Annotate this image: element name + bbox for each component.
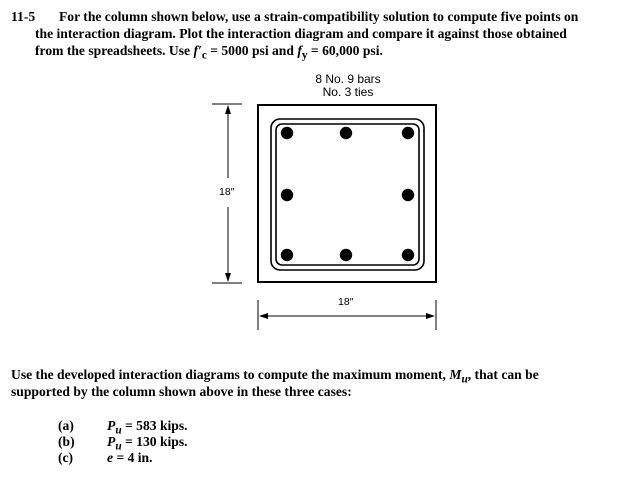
- case-sub: u: [115, 440, 122, 453]
- fy-subscript: y: [301, 49, 308, 62]
- fc-value: = 5000 psi and: [206, 43, 298, 58]
- case-label-c: (c): [58, 450, 74, 465]
- case-var: e: [107, 450, 114, 465]
- rebar: [281, 189, 293, 201]
- case-value: = 583 kips.: [121, 418, 188, 433]
- arrowhead-left-icon: [259, 313, 268, 319]
- question-text-pre: Use the developed interaction diagrams to compute the maximum moment,: [11, 367, 450, 382]
- rebar-group: [281, 127, 414, 261]
- case-var: P: [107, 418, 116, 433]
- arrowhead-down-icon: [225, 273, 231, 282]
- rebar: [402, 189, 414, 201]
- fc-subscript: c: [201, 49, 207, 62]
- case-value: = 130 kips.: [121, 434, 188, 449]
- problem-line-2: the interaction diagram. Plot the interaction diagram and compare it against those obtained: [35, 26, 567, 41]
- ties-label: No. 3 ties: [322, 85, 374, 99]
- moment-symbol: M: [449, 367, 462, 382]
- arrowhead-right-icon: [426, 313, 435, 319]
- rebar: [402, 249, 414, 261]
- rebar: [340, 249, 352, 261]
- problem-line-1: For the column shown below, use a strain-compatibility solution to compute five points on: [59, 9, 579, 24]
- case-expression-c: [107, 450, 153, 466]
- fc-symbol: f′: [193, 43, 202, 58]
- question-line-2: supported by the column shown above in these three cases:: [11, 384, 352, 399]
- fy-value: = 60,000 psi.: [307, 43, 383, 58]
- rebar: [340, 127, 352, 139]
- case-value: = 4 in.: [113, 450, 153, 465]
- height-dimension-label: 18″: [219, 186, 235, 198]
- case-label-b: (b): [58, 434, 75, 449]
- width-dimension-label: 18″: [338, 296, 354, 308]
- problem-number: 11-5: [11, 9, 36, 24]
- rebar: [281, 249, 293, 261]
- arrowhead-up-icon: [225, 105, 231, 114]
- tie-outer: [271, 119, 424, 270]
- question-text-post: , that can be: [467, 367, 539, 382]
- case-sub: u: [115, 424, 122, 437]
- tie-inner: [276, 124, 419, 265]
- bars-label: 8 No. 9 bars: [315, 72, 381, 86]
- rebar-callout: [300, 73, 396, 99]
- fy-symbol: f: [297, 43, 302, 58]
- case-label-a: (a): [58, 418, 74, 433]
- case-var: P: [107, 434, 116, 449]
- rebar: [281, 127, 293, 139]
- rebar: [402, 127, 414, 139]
- moment-subscript: u: [461, 373, 468, 386]
- problem-line-3-text: from the spreadsheets. Use: [35, 43, 194, 58]
